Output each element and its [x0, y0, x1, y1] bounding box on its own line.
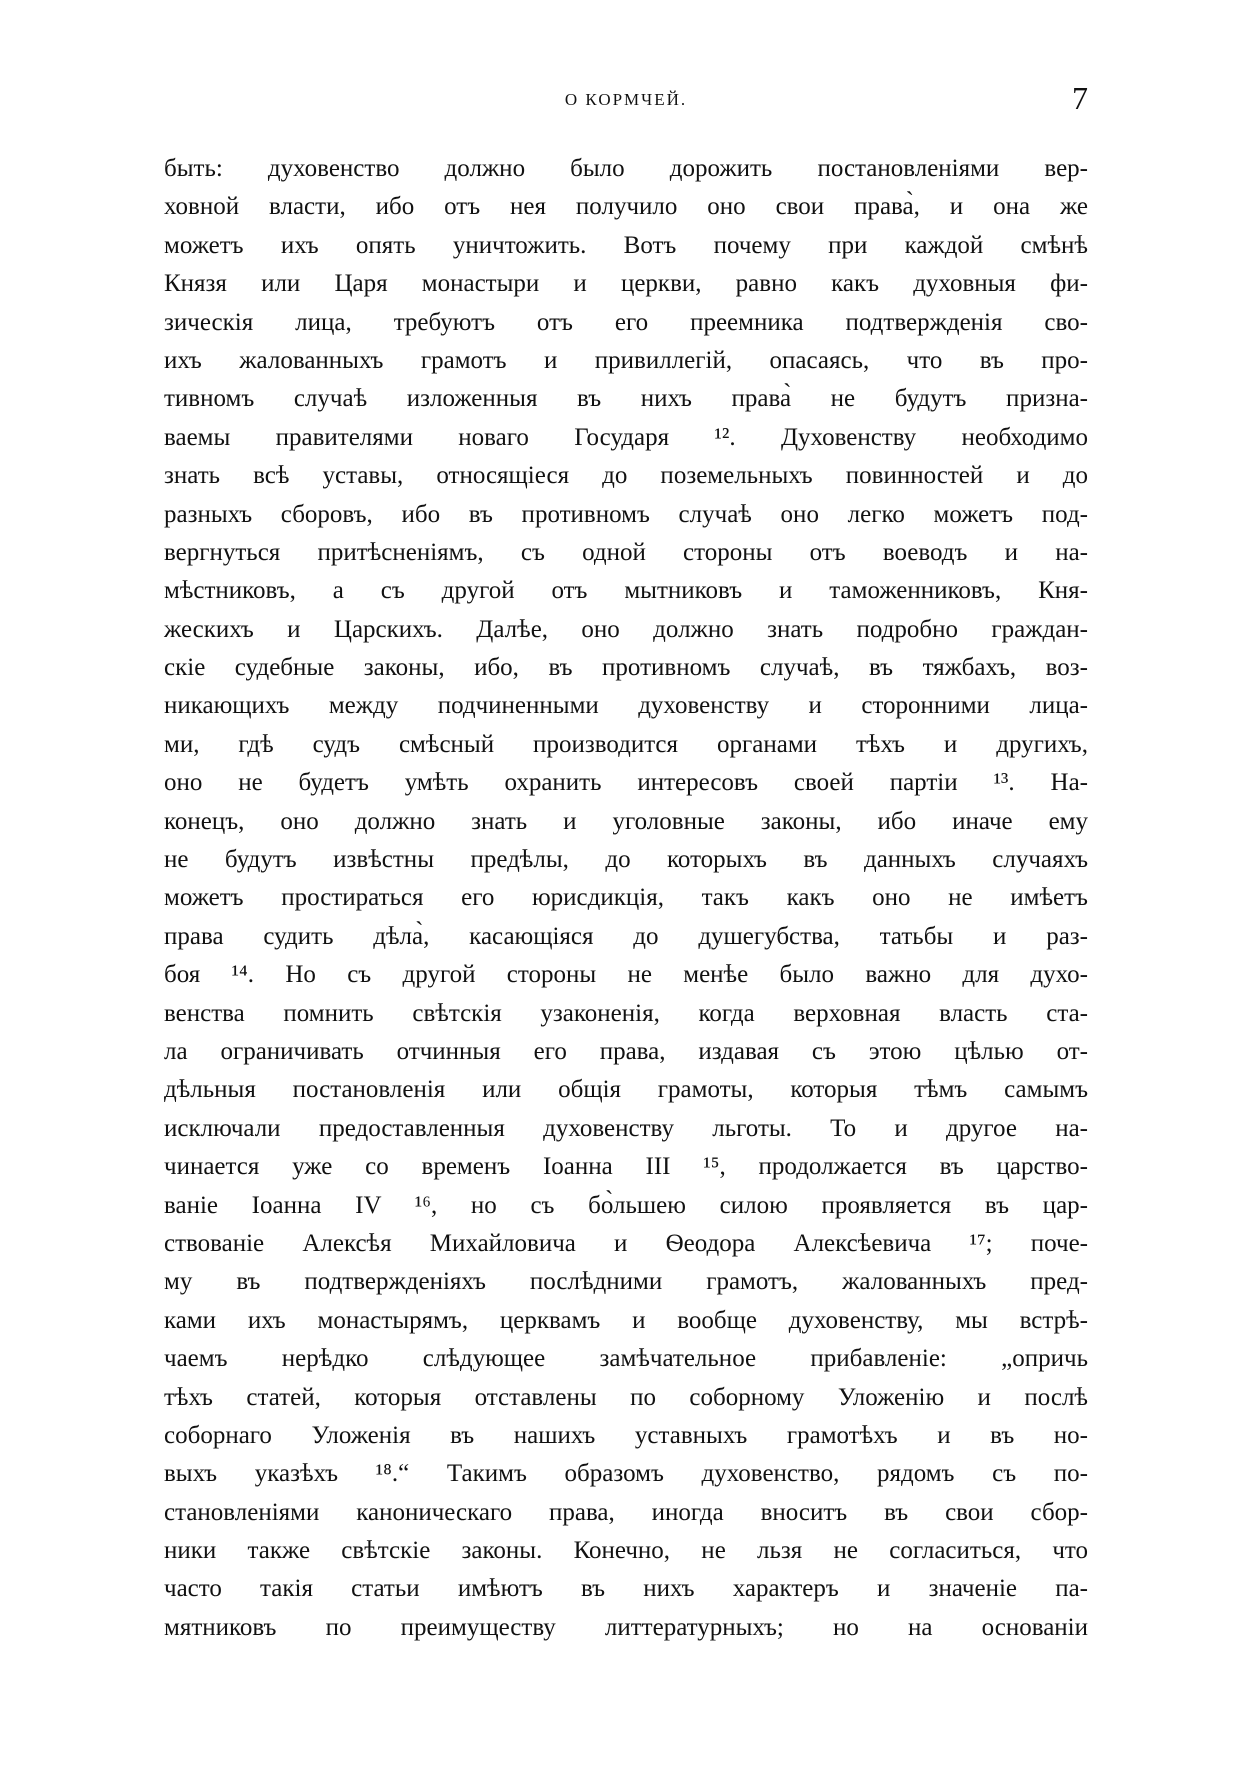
text-line: ваемы правителями новаго Государя ¹². Духовенству необходимо [164, 423, 1088, 451]
text-line: никающихъ между подчиненными духовенству и сторонними лица- [164, 692, 1088, 720]
text-line: выхъ указѣхъ ¹⁸.“ Такимъ образомъ духовенство, рядомъ съ по- [164, 1460, 1088, 1488]
text-line: разныхъ сборовъ, ибо въ противномъ случаѣ оно легко можетъ под- [164, 500, 1088, 528]
text-line: ихъ жалованныхъ грамотъ и привиллегій, опасаясь, что въ про- [164, 346, 1088, 374]
text-line: ваніе Іоанна IV ¹⁶, но съ бо̀льшею силою проявляется въ цар- [164, 1191, 1088, 1219]
text-line: часто такія статьи имѣютъ въ нихъ характеръ и значеніе па- [164, 1575, 1088, 1603]
text-line: можетъ ихъ опять уничтожить. Вотъ почему при каждой смѣнѣ [164, 231, 1088, 259]
text-line: оно не будетъ умѣть охранить интересовъ своей партіи ¹³. На- [164, 769, 1088, 797]
text-line: вергнуться притѣсненіямъ, съ одной стороны отъ воеводъ и на- [164, 538, 1088, 566]
text-line: можетъ простираться его юрисдикція, такъ какъ оно не имѣетъ [164, 884, 1088, 912]
text-line: чаемъ нерѣдко слѣдующее замѣчательное прибавленіе: „опричь [164, 1345, 1088, 1373]
text-line: становленіями каноническаго права, иногда вноситъ въ свои сбор- [164, 1498, 1088, 1526]
text-line: боя ¹⁴. Но съ другой стороны не менѣе было важно для духо- [164, 961, 1088, 989]
text-line: чинается уже со временъ Іоанна III ¹⁵, продолжается въ царство- [164, 1153, 1088, 1181]
text-line: Князя или Царя монастыри и церкви, равно какъ духовныя фи- [164, 270, 1088, 298]
text-line: мятниковъ по преимуществу литтературныхъ; но на основаніи [164, 1613, 1088, 1641]
text-line: скіе судебные законы, ибо, въ противномъ случаѣ, въ тяжбахъ, воз- [164, 654, 1088, 682]
text-line: исключали предоставленныя духовенству льготы. То и другое на- [164, 1114, 1088, 1142]
body-text [164, 150, 1088, 1647]
text-line: не будутъ извѣстны предѣлы, до которыхъ въ данныхъ случаяхъ [164, 846, 1088, 874]
page-header [164, 80, 1088, 124]
text-line: права судить дѣла̀, касающіяся до душегубства, татьбы и раз- [164, 922, 1088, 950]
text-line: тивномъ случаѣ изложенныя въ нихъ права̀ не будутъ признa- [164, 385, 1088, 413]
text-line: соборнаго Уложенія въ нашихъ уставныхъ грамотѣхъ и въ но- [164, 1421, 1088, 1449]
text-line: дѣльныя постановленія или общія грамоты, которыя тѣмъ самымъ [164, 1076, 1088, 1104]
text-line: жескихъ и Царскихъ. Далѣе, оно должно знать подробно граждан- [164, 615, 1088, 643]
text-line: конецъ, оно должно знать и уголовные законы, ибо иначе ему [164, 807, 1088, 835]
text-line: ми, гдѣ судъ смѣсный производится органами тѣхъ и другихъ, [164, 730, 1088, 758]
page-number: 7 [1072, 80, 1088, 116]
text-line: ствованіе Алексѣя Михайловича и Ѳеодора Алексѣевича ¹⁷; поче- [164, 1229, 1088, 1257]
text-line: венства помнить свѣтскія узаконенія, когда верховная власть ста- [164, 999, 1088, 1027]
text-line: быть: духовенство должно было дорожить постановленіями вер- [164, 155, 1088, 182]
text-line: ники также свѣтскіе законы. Конечно, не льзя не согласиться, что [164, 1537, 1088, 1565]
text-line: му въ подтвержденіяхъ послѣдними грамотъ, жалованныхъ пред- [164, 1268, 1088, 1296]
text-line: ками ихъ монастырямъ, церквамъ и вообще духовенству, мы встрѣ- [164, 1306, 1088, 1334]
text-line: зическія лица, требуютъ отъ его преемника подтвержденія сво- [164, 308, 1088, 336]
text-line: знать всѣ уставы, относящіеся до поземельныхъ повинностей и до [164, 462, 1088, 490]
running-title: О КОРМЧЕЙ. [564, 90, 688, 109]
text-line: ховной власти, ибо отъ нея получило оно свои права̀, и она же [164, 193, 1088, 221]
text-line: ла ограничивать отчинныя его права, издавая съ этою цѣлью от- [164, 1037, 1088, 1065]
text-line: мѣстниковъ, а съ другой отъ мытниковъ и таможенниковъ, Кня- [164, 577, 1088, 605]
text-line: тѣхъ статей, которыя отставлены по соборному Уложенію и послѣ [164, 1383, 1088, 1411]
